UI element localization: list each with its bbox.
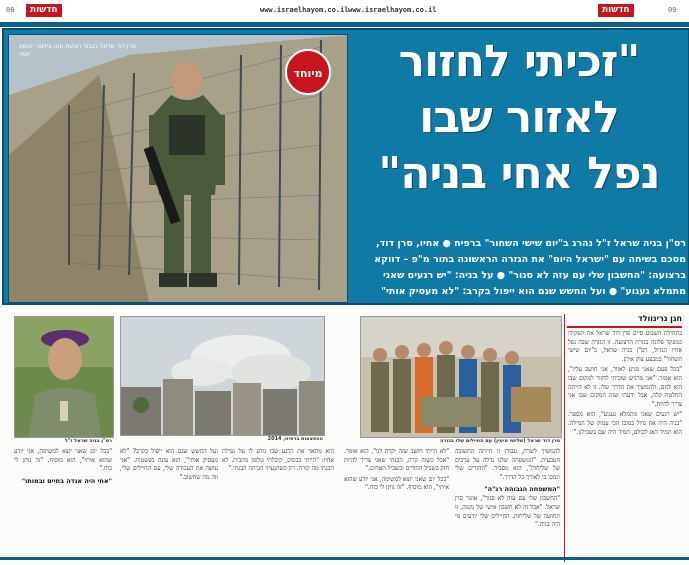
paragraph: "בכל פעם שאני מגיע לאזור, אני חושב עליו", הוא אומר. "אני מרגיש שזכיתי לחזור למקום שבו הוא לחם, ולהמשיך את הדרך שלו. זו לא הייתה החלטה קלה, אבל ידעתי שזה המקום שבו אני צריך להיות."	[568, 366, 682, 408]
section-logo-left: חדשות	[26, 4, 62, 17]
site-url-right: www.israelhayom.co.il	[348, 6, 437, 14]
group-photo-caption: סרן דוד שראל (שלישי מימין) עם החיילים שלו בגזרה	[440, 438, 560, 444]
author-byline: חגן גרינוולד	[567, 314, 682, 328]
paragraph: "בכל יום שאני יוצא למשימה, אני יודע שהוא איתי", הוא מוסיף. "זה נותן לי כוח."	[14, 448, 112, 473]
column-rule	[564, 314, 565, 562]
paragraph: "בכל יום שאני יוצא למשימה, אני יודע שהוא איתי", הוא מוסיף. "זה נותן לי כוח."	[344, 475, 449, 492]
subheading: "המשפחה הגבוהה רנ"ה"	[484, 485, 560, 494]
paragraph: הוא מתאר את הרגע שבו נודע לו על נפילת אחיו: "הייתי בבסיס, קיבלתי טלפון מהבית. לא הבנתי מה קורה. רק כשהגעתי הביתה הבנתי."	[222, 448, 334, 473]
smoke-over-city-illustration	[121, 317, 324, 435]
page-number-right: 09	[668, 6, 677, 14]
article-column-6	[14, 448, 112, 556]
headline-line-1: "זכיתי לחזור	[398, 36, 640, 87]
paragraph: "החשבון שלי עם עזה לא סגור", אומר סרן שראל. "אבל זה לא חשבון אישי של נקמה, זו תחושה של שליחות. החיילים שלי יודעים מי היה בניה."	[455, 495, 560, 529]
paragraph: ועל החשש שגם הוא ייפול בקרב? "לא מעסיק אותי", הוא עונה בפשטות. "אני עושה את העבודה שלי, עם החיילים שלי, וזה מה שחשוב."	[120, 448, 218, 481]
section-logo-right: חדשות	[598, 4, 634, 17]
article-column-5	[120, 448, 218, 556]
soldiers-group-illustration	[361, 317, 561, 437]
paragraph: "לא הייתי חושב שזה יקרה לנו", הוא אומר. "אבל כשזה קרה, הבנתי שאני צריך להיות חזק בשביל ההורים ובשביל האחים."	[344, 448, 449, 473]
subheadline: רס"ן בניה שראל ז"ל נהרג ב"יום שישי השחור" ברפיח ● אחיו, סרן דוד, מסכם בשיחה עם "ישראל היום" את הגזרה הראשונה בתור מ"פ – דווקא ברצועה: "החשבון שלי עם עזה לא סגור" ● על בניה: "יש רגעים שאני מתמלא געגוע" ● ועל החשש שגם הוא ייפול בקרב: "לא מעסיק אותי"	[374, 238, 686, 297]
article-column-1	[568, 330, 682, 556]
headline-line-3: נפל אחי בניה"	[378, 148, 660, 199]
soldier-photo	[8, 34, 348, 303]
special-badge: מיוחד	[285, 49, 331, 95]
article-column-2	[455, 448, 560, 556]
blue-rule	[0, 22, 689, 27]
site-url-left: www.israelhayom.co.il	[260, 6, 349, 14]
headline-line-2: לאזור שבו	[419, 92, 619, 143]
main-headline	[354, 34, 684, 234]
top-strip	[0, 0, 689, 23]
portrait-caption: רס"ן בניה שראל ז"ל	[64, 438, 112, 444]
article-column-3	[344, 448, 449, 556]
photo-caption: סרן דוד שראל בגבול רצועת עזה צילום: יהושע יוסף	[19, 43, 136, 58]
benaya-portrait	[14, 316, 114, 438]
article-column-4	[222, 448, 334, 556]
hero-panel	[2, 28, 689, 305]
officer-portrait-illustration	[15, 317, 113, 437]
bottom-rule	[0, 557, 689, 560]
gaza-photo-caption: ההפצצות ברפיח, 2014	[267, 436, 323, 442]
paragraph: להמשיך לשרת, עבורו זו הייתה התשובה הטבעית. "המשפחה שלנו גדלה על ערכים של שליחות", הוא מסביר. "ההורים שלי תמכו בי לאורך כל הדרך."	[455, 448, 560, 481]
group-photo	[360, 316, 562, 438]
paragraph: בתחילת השבוע סיים סרן דוד שראל את תפקידו כמפקד פלוגה בגזרת הרצועה. זו הגזרה שבה נפל אחיו הגדול, רס"ן בניה שראל, ב"יום שישי השחור" במבצע צוק איתן.	[568, 330, 682, 363]
paragraph: "יש רגעים שאני מתמלא געגוע", הוא מספר. "בניה היה אח גדול במובן הכי עמוק של המילה. הוא תמיד דאג לכולם, תמיד היה שם בשבילנו."	[568, 411, 682, 436]
gaza-strike-photo	[120, 316, 325, 436]
subheading: "אחי היה אגדה בחיים ובמותו"	[21, 476, 112, 485]
page-number-left: 08	[6, 6, 15, 14]
